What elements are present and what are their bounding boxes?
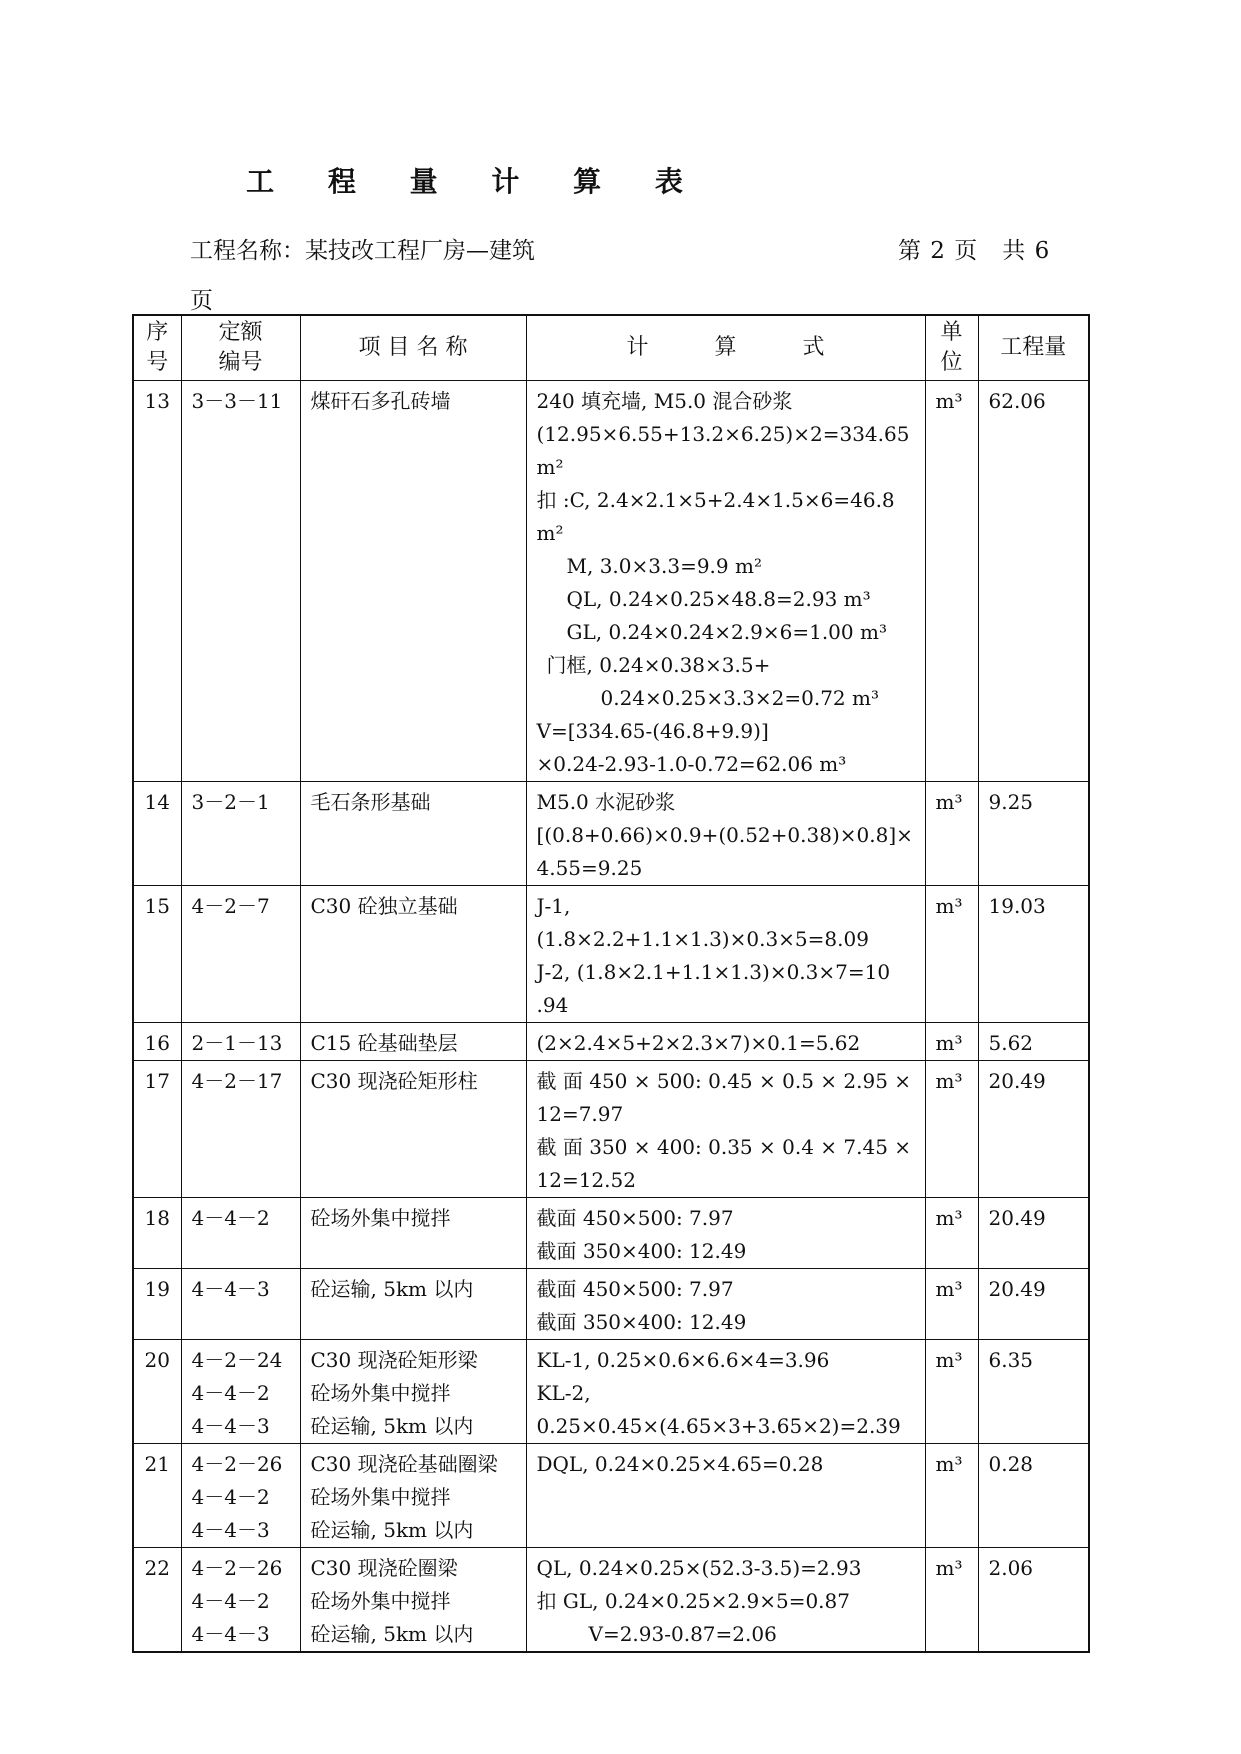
row-seq: 18 [133,1198,181,1269]
table-row [133,1023,1089,1061]
row-unit: m³ [925,1023,978,1061]
header-unit-line: 单 [940,320,963,345]
row-item-name [300,1340,526,1444]
header-formula: 计 算 式 [526,315,925,381]
row-seq: 13 [133,381,181,782]
row-quantity: 0.28 [978,1444,1089,1548]
row-formula-line: ×0.24-2.93-1.0-0.72=62.06 m³ [536,752,847,776]
row-code [181,1023,300,1061]
table-row [133,1340,1089,1444]
row-formula-line: 4.55=9.25 [536,856,643,880]
row-code-line: 4－2－17 [191,1069,283,1093]
row-code-line: 4－4－3 [191,1622,270,1646]
row-formula-line: GL, 0.24×0.24×2.9×6=1.00 m³ [566,620,887,644]
project-name: 工程名称：某技改工程厂房—建筑 [190,238,535,264]
row-seq: 22 [133,1548,181,1653]
row-formula-line: V=[334.65-(46.8+9.9)] [536,719,769,743]
row-unit: m³ [925,1444,978,1548]
row-formula-line: KL-2, [536,1381,591,1405]
row-item-name-line: 砼运输, 5km 以内 [310,1414,474,1438]
row-quantity: 20.49 [978,1269,1089,1340]
row-item-name-line: 砼场外集中搅拌 [310,1206,451,1230]
row-formula-line: V=2.93-0.87=2.06 [588,1622,777,1646]
row-item-name-line: 砼场外集中搅拌 [310,1381,451,1405]
row-formula [526,1340,925,1444]
row-unit: m³ [925,1061,978,1198]
row-code [181,1061,300,1198]
row-seq: 17 [133,1061,181,1198]
header-code-line: 定额 [218,320,263,345]
row-formula-line: 扣 GL, 0.24×0.25×2.9×5=0.87 [536,1589,850,1613]
row-item-name-line: C30 现浇砼圈梁 [310,1556,458,1580]
row-formula [526,1198,925,1269]
row-item-name-line: 毛石条形基础 [310,790,431,814]
row-quantity: 2.06 [978,1548,1089,1653]
row-code-line: 3－2－1 [191,790,270,814]
row-formula-line: 截面 350×400: 12.49 [536,1239,747,1263]
row-code [181,1198,300,1269]
row-formula-line: 扣 :C, 2.4×2.1×5+2.4×1.5×6=46.8 [536,488,895,512]
table-row [133,1269,1089,1340]
row-unit: m³ [925,1340,978,1444]
row-code [181,886,300,1023]
row-code-line: 4－4－2 [191,1485,270,1509]
row-item-name-line: 砼场外集中搅拌 [310,1589,451,1613]
row-unit: m³ [925,381,978,782]
row-unit: m³ [925,886,978,1023]
row-formula-line: M, 3.0×3.3=9.9 m² [566,554,762,578]
row-item-name [300,1444,526,1548]
row-formula-line: [(0.8+0.66)×0.9+(0.52+0.38)×0.8]× [536,823,913,847]
row-code-line: 4－2－26 [191,1452,283,1476]
row-item-name [300,1198,526,1269]
row-item-name-line: 砼运输, 5km 以内 [310,1622,474,1646]
table-body [133,381,1089,1653]
page-title: 工 程 量 计 算 表 [246,165,705,198]
row-seq: 20 [133,1340,181,1444]
row-code [181,1548,300,1653]
row-seq: 14 [133,782,181,886]
row-item-name [300,1269,526,1340]
row-item-name-line: C30 现浇砼基础圈梁 [310,1452,498,1476]
row-formula-line: m² [536,521,564,545]
page-number: 第 2 页 共 6 [898,238,1051,264]
row-formula [526,886,925,1023]
row-unit: m³ [925,1269,978,1340]
header-code-line: 编号 [218,350,263,375]
table-row [133,1061,1089,1198]
table-row [133,1198,1089,1269]
row-quantity: 5.62 [978,1023,1089,1061]
row-item-name-line: 砼运输, 5km 以内 [310,1277,474,1301]
table-row [133,782,1089,886]
table-row [133,886,1089,1023]
row-code [181,1269,300,1340]
row-formula-line: J-1, [536,894,571,918]
row-code-line: 2－1－13 [191,1031,283,1055]
row-formula-line: m² [536,455,564,479]
row-formula [526,1548,925,1653]
row-unit: m³ [925,1198,978,1269]
quantity-table [132,314,1090,1653]
row-code-line: 4－4－3 [191,1277,270,1301]
row-code [181,782,300,886]
row-code-line: 4－2－7 [191,894,270,918]
row-code-line: 3－3－11 [191,389,283,413]
row-formula [526,1269,925,1340]
row-formula [526,1023,925,1061]
table-row [133,1444,1089,1548]
row-formula [526,1444,925,1548]
row-quantity: 19.03 [978,886,1089,1023]
row-code-line: 4－4－2 [191,1206,270,1230]
row-formula-line: 0.25×0.45×(4.65×3+3.65×2)=2.39 [536,1414,901,1438]
row-formula-line: KL-1, 0.25×0.6×6.6×4=3.96 [536,1348,830,1372]
table-row [133,1548,1089,1653]
row-formula-line: (2×2.4×5+2×2.3×7)×0.1=5.62 [536,1031,861,1055]
row-item-name [300,886,526,1023]
row-quantity: 6.35 [978,1340,1089,1444]
row-formula-line: DQL, 0.24×0.25×4.65=0.28 [536,1452,824,1476]
header-seq [133,315,181,381]
row-formula [526,381,925,782]
row-code [181,1340,300,1444]
row-unit: m³ [925,782,978,886]
row-item-name [300,1023,526,1061]
row-quantity: 20.49 [978,1061,1089,1198]
row-item-name [300,1548,526,1653]
row-code-line: 4－4－2 [191,1381,270,1405]
row-unit: m³ [925,1548,978,1653]
row-formula-line: 截面 350×400: 12.49 [536,1310,747,1334]
row-code-line: 4－4－2 [191,1589,270,1613]
header-name: 项 目 名 称 [300,315,526,381]
row-formula [526,1061,925,1198]
row-item-name-line: C30 砼独立基础 [310,894,458,918]
row-code-line: 4－4－3 [191,1414,270,1438]
row-formula-line: QL, 0.24×0.25×(52.3-3.5)=2.93 [536,1556,862,1580]
header-seq-line: 号 [146,350,169,375]
row-code [181,381,300,782]
row-item-name-line: C15 砼基础垫层 [310,1031,458,1055]
header-row [133,315,1089,381]
row-formula-line: 截 面 450 × 500: 0.45 × 0.5 × 2.95 × [536,1069,912,1093]
table-row [133,381,1089,782]
header-seq-line: 序 [146,320,169,345]
row-quantity: 20.49 [978,1198,1089,1269]
row-formula-line: J-2, (1.8×2.1+1.1×1.3)×0.3×7=10 [536,960,891,984]
row-quantity: 62.06 [978,381,1089,782]
row-item-name-line: 砼场外集中搅拌 [310,1485,451,1509]
row-formula-line: (12.95×6.55+13.2×6.25)×2=334.65 [536,422,910,446]
header-qty: 工程量 [978,315,1089,381]
row-item-name-line: C30 现浇砼矩形柱 [310,1069,478,1093]
row-formula-line: M5.0 水泥砂浆 [536,790,676,814]
row-code-line: 4－2－26 [191,1556,283,1580]
header-unit-line: 位 [940,350,963,375]
row-item-name-line: 砼运输, 5km 以内 [310,1518,474,1542]
row-formula-line: (1.8×2.2+1.1×1.3)×0.3×5=8.09 [536,927,869,951]
row-quantity: 9.25 [978,782,1089,886]
row-code-line: 4－2－24 [191,1348,283,1372]
row-formula-line: 0.24×0.25×3.3×2=0.72 m³ [600,686,879,710]
row-formula-line: QL, 0.24×0.25×48.8=2.93 m³ [566,587,871,611]
row-item-name [300,782,526,886]
row-seq: 16 [133,1023,181,1061]
row-seq: 19 [133,1269,181,1340]
row-seq: 21 [133,1444,181,1548]
row-formula-line: 12=12.52 [536,1168,636,1192]
row-code-line: 4－4－3 [191,1518,270,1542]
row-formula-line: 截面 450×500: 7.97 [536,1277,734,1301]
row-formula [526,782,925,886]
row-item-name [300,381,526,782]
row-formula-line: 12=7.97 [536,1102,624,1126]
header-unit [925,315,978,381]
page-number-wrap: 页 [190,288,213,314]
row-formula-line: 门框, 0.24×0.38×3.5+ [546,653,771,677]
row-formula-line: 截 面 350 × 400: 0.35 × 0.4 × 7.45 × [536,1135,912,1159]
header-code [181,315,300,381]
row-item-name [300,1061,526,1198]
row-item-name-line: 煤矸石多孔砖墙 [310,389,451,413]
row-seq: 15 [133,886,181,1023]
row-formula-line: .94 [536,993,569,1017]
row-formula-line: 截面 450×500: 7.97 [536,1206,734,1230]
row-item-name-line: C30 现浇砼矩形梁 [310,1348,478,1372]
row-formula-line: 240 填充墙, M5.0 混合砂浆 [536,389,793,413]
row-code [181,1444,300,1548]
